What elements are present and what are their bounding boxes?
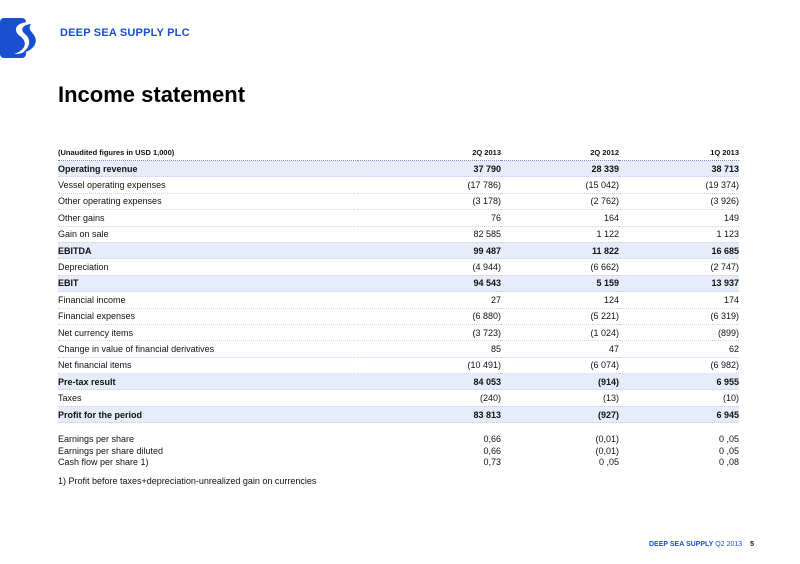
- page-footer: [649, 541, 754, 548]
- row-value: (2 747): [619, 259, 739, 275]
- table-row: [58, 324, 739, 340]
- row-value: 0 ,05: [598, 457, 619, 467]
- row-value: (6 074): [501, 357, 619, 373]
- row-value: (6 982): [619, 357, 739, 373]
- row-value: 6 945: [619, 406, 739, 422]
- row-value: (0,01): [595, 434, 619, 444]
- row-label: Depreciation: [58, 259, 358, 275]
- row-value: 27: [358, 292, 501, 308]
- row-value: 62: [619, 341, 739, 357]
- table-row: [58, 210, 739, 226]
- row-value: (914): [501, 374, 619, 390]
- row-value: (15 042): [501, 177, 619, 193]
- row-value: (240): [358, 390, 501, 406]
- table-row: [58, 193, 739, 209]
- row-value: 16 685: [619, 242, 739, 258]
- row-value: (5 221): [501, 308, 619, 324]
- row-label: Other operating expenses: [58, 193, 358, 209]
- row-value: (13): [501, 390, 619, 406]
- table-caption: (Unaudited figures in USD 1,000): [58, 145, 358, 161]
- row-value: (1 024): [501, 324, 619, 340]
- table-header-row: [58, 145, 739, 161]
- table-row: [58, 308, 739, 324]
- row-value: 76: [358, 210, 501, 226]
- table-row: [58, 259, 739, 275]
- table-row: [58, 275, 739, 291]
- row-value: 0,73: [483, 457, 501, 467]
- table-row: [58, 161, 739, 177]
- row-label: Gain on sale: [58, 226, 358, 242]
- table-row: [58, 357, 739, 373]
- table-row: [58, 177, 739, 193]
- row-value: 164: [501, 210, 619, 226]
- table-row: [58, 374, 739, 390]
- row-value: (3 723): [358, 324, 501, 340]
- row-value: (0,01): [595, 445, 619, 456]
- row-value: 0 ,05: [718, 445, 739, 456]
- row-value: 11 822: [501, 242, 619, 258]
- row-label: Operating revenue: [58, 161, 358, 177]
- row-value: (3 178): [358, 193, 501, 209]
- row-label: Net currency items: [58, 324, 358, 340]
- row-value: 5 159: [501, 275, 619, 291]
- row-value: (17 786): [358, 177, 501, 193]
- row-value: 0,66: [483, 445, 501, 456]
- column-header: 2Q 2013: [358, 145, 501, 161]
- row-value: 37 790: [358, 161, 501, 177]
- row-label: EBITDA: [58, 242, 358, 258]
- company-logo-icon: [0, 16, 44, 60]
- page-number: 5: [750, 541, 754, 548]
- table-row: [58, 292, 739, 308]
- footnote: 1) Profit before taxes+depreciation-unrealized gain on currencies: [58, 475, 317, 486]
- row-value: (10 491): [358, 357, 501, 373]
- row-label: Earnings per share diluted: [58, 445, 164, 456]
- row-value: 124: [501, 292, 619, 308]
- row-value: 83 813: [358, 406, 501, 422]
- row-value: 6 955: [619, 374, 739, 390]
- row-value: (2 762): [501, 193, 619, 209]
- row-value: (927): [501, 406, 619, 422]
- row-value: (3 926): [619, 193, 739, 209]
- row-label: Taxes: [58, 390, 358, 406]
- row-value: (4 944): [358, 259, 501, 275]
- row-value: 0,66: [483, 434, 501, 444]
- row-value: 94 543: [358, 275, 501, 291]
- row-value: (6 319): [619, 308, 739, 324]
- row-value: 13 937: [619, 275, 739, 291]
- row-value: 174: [619, 292, 739, 308]
- footnote-row: [58, 468, 739, 486]
- row-label: Profit for the period: [58, 406, 358, 422]
- row-value: (6 880): [358, 308, 501, 324]
- row-label: Change in value of financial derivatives: [58, 341, 358, 357]
- row-label: EBIT: [58, 275, 358, 291]
- table-row: [58, 341, 739, 357]
- row-label: Earnings per share: [58, 434, 135, 444]
- page-title: Income statement: [58, 82, 246, 107]
- footer-period: Q2 2013: [715, 541, 743, 548]
- per-share-row: [58, 433, 739, 445]
- table-row: [58, 390, 739, 406]
- row-label: Financial expenses: [58, 308, 358, 324]
- footer-brand: DEEP SEA SUPPLY: [649, 541, 714, 548]
- table-row: [58, 226, 739, 242]
- table-row: [58, 406, 739, 422]
- row-value: 85: [358, 341, 501, 357]
- row-value: (10): [619, 390, 739, 406]
- row-value: 1 123: [619, 226, 739, 242]
- row-label: Financial income: [58, 292, 358, 308]
- row-label: Pre-tax result: [58, 374, 358, 390]
- column-header: 1Q 2013: [619, 145, 739, 161]
- row-value: (19 374): [619, 177, 739, 193]
- column-header: 2Q 2012: [501, 145, 619, 161]
- row-value: 82 585: [358, 226, 501, 242]
- row-value: 0 ,08: [718, 457, 739, 467]
- row-value: 99 487: [358, 242, 501, 258]
- row-value: 84 053: [358, 374, 501, 390]
- row-value: (6 662): [501, 259, 619, 275]
- row-value: 28 339: [501, 161, 619, 177]
- company-name: DEEP SEA SUPPLY PLC: [60, 27, 190, 39]
- per-share-row: [58, 445, 739, 457]
- row-label: Vessel operating expenses: [58, 177, 358, 193]
- row-label: Cash flow per share 1): [58, 457, 149, 467]
- row-value: 1 122: [501, 226, 619, 242]
- row-label: Other gains: [58, 210, 358, 226]
- row-value: 47: [501, 341, 619, 357]
- row-value: 149: [619, 210, 739, 226]
- income-statement-table: [58, 145, 739, 486]
- row-value: 38 713: [619, 161, 739, 177]
- row-value: 0 ,05: [718, 434, 739, 444]
- table-row: [58, 242, 739, 258]
- per-share-row: [58, 456, 739, 468]
- row-label: Net financial items: [58, 357, 358, 373]
- row-value: (899): [619, 324, 739, 340]
- spacer-row: [58, 423, 739, 434]
